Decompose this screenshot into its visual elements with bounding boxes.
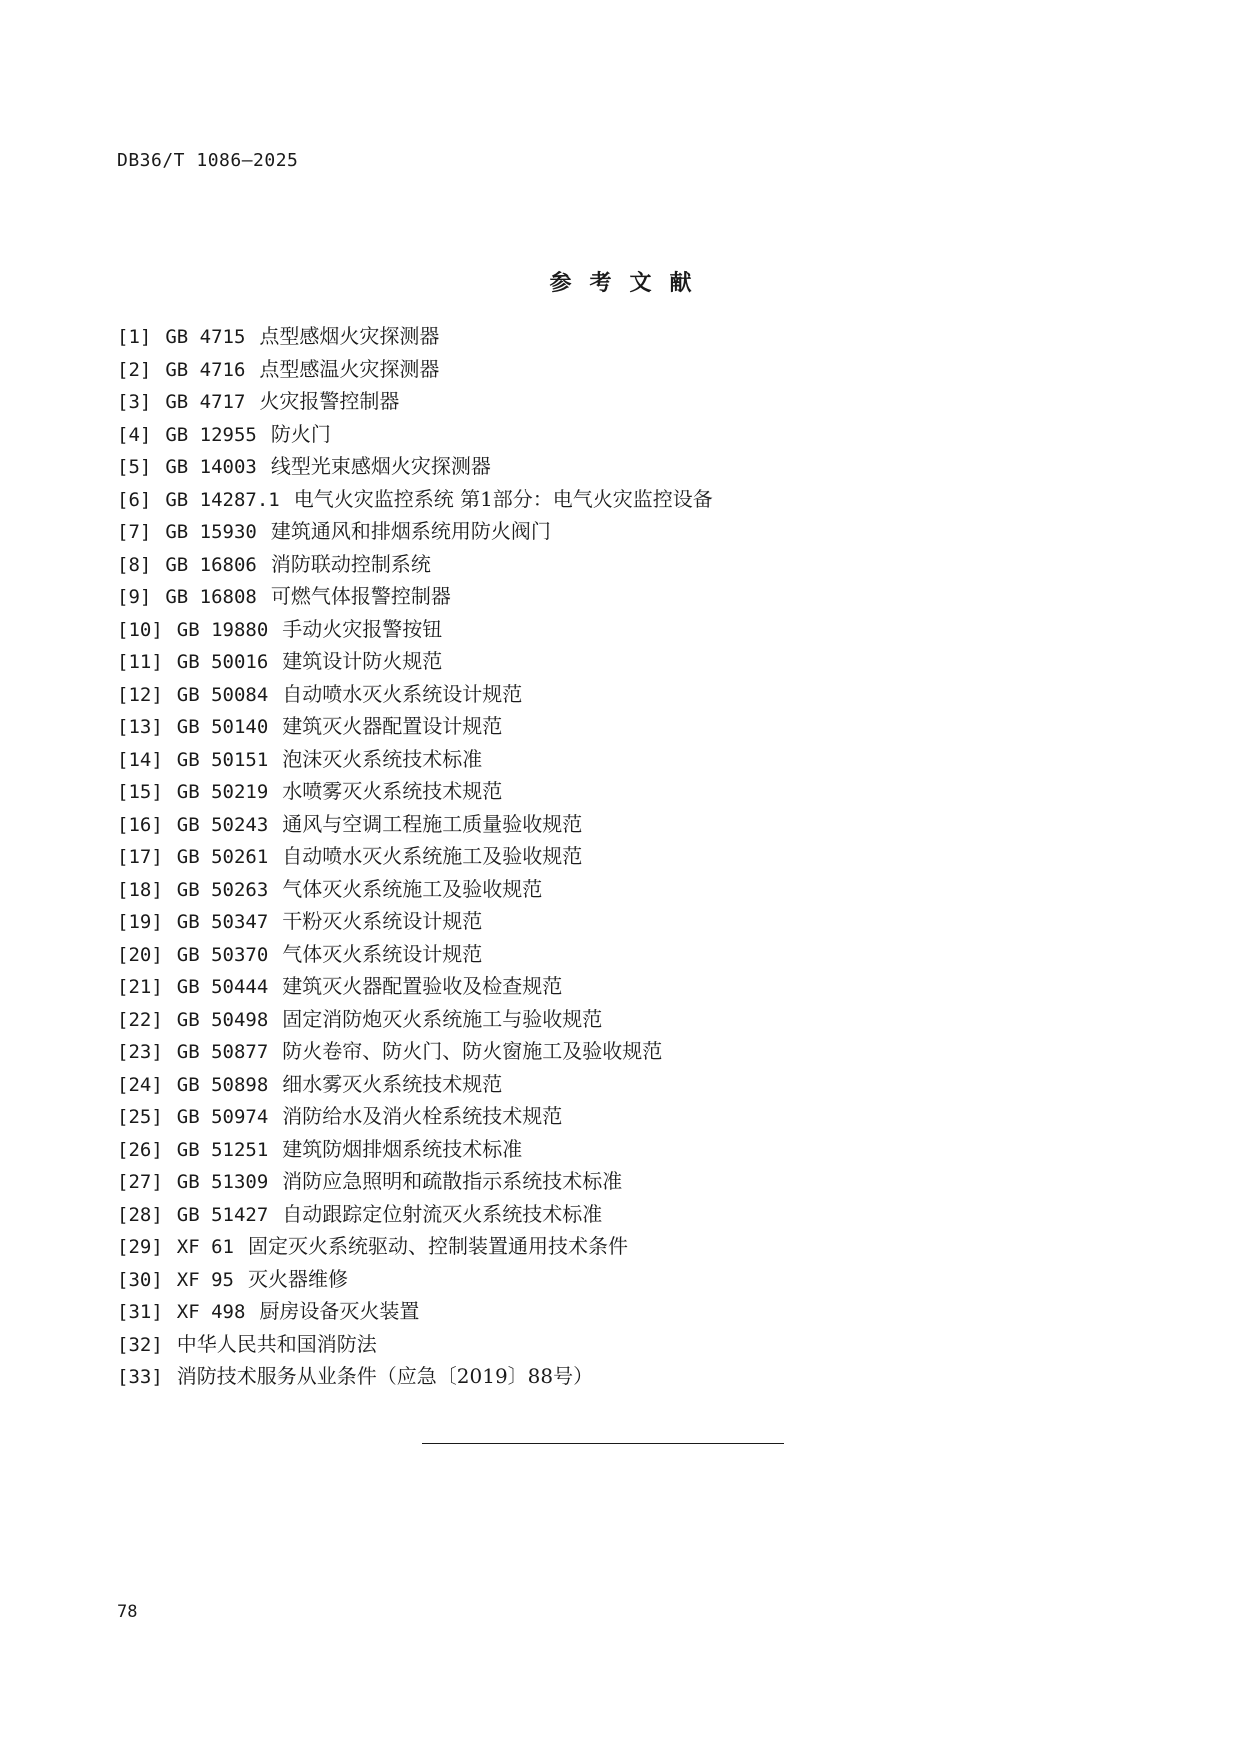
reference-title: 中华人民共和国消防法: [176, 1331, 377, 1356]
reference-number: [13]: [117, 716, 163, 738]
reference-standard-code: GB 50974: [176, 1106, 269, 1128]
reference-title: 气体灭火系统设计规范: [282, 941, 483, 966]
reference-title: 消防应急照明和疏散指示系统技术标准: [282, 1169, 623, 1193]
reference-standard-code: GB 51251: [176, 1138, 269, 1161]
reference-number: [10]: [117, 618, 163, 641]
reference-title: 泡沫灭火系统技术标准: [282, 746, 483, 771]
reference-number: [15]: [117, 781, 163, 803]
reference-standard-code: GB 15930: [165, 521, 257, 543]
reference-number: [30]: [117, 1268, 163, 1291]
reference-standard-code: GB 4717: [165, 391, 246, 413]
page-number: 78: [117, 1602, 138, 1622]
reference-standard-code: GB 19880: [176, 618, 269, 641]
reference-standard-code: GB 50263: [176, 878, 269, 901]
reference-title: 建筑通风和排烟系统用防火阀门: [270, 519, 551, 543]
reference-standard-code: XF 95: [176, 1268, 234, 1291]
reference-item: [117, 710, 713, 743]
reference-standard-code: GB 4715: [165, 326, 246, 348]
reference-item: [117, 938, 713, 971]
reference-item: [117, 1165, 713, 1198]
reference-title: 干粉灭火系统设计规范: [282, 909, 483, 933]
reference-number: [4]: [117, 423, 152, 446]
reference-item: [117, 580, 713, 613]
reference-item: [117, 1295, 713, 1328]
reference-number: [14]: [117, 748, 163, 771]
reference-title: 点型感温火灾探测器: [259, 356, 440, 381]
reference-standard-code: GB 16808: [165, 586, 257, 608]
reference-item: [117, 353, 713, 386]
reference-item: [117, 613, 713, 646]
reference-item: [117, 450, 713, 483]
reference-title: 消防给水及消火栓系统技术规范: [282, 1104, 563, 1128]
reference-title: 电气火灾监控系统 第1部分：电气火灾监控设备: [293, 486, 713, 511]
reference-number: [7]: [117, 521, 152, 543]
reference-number: [33]: [117, 1366, 163, 1388]
reference-standard-code: GB 50498: [176, 1008, 269, 1031]
reference-number: [16]: [117, 813, 163, 836]
reference-item: [117, 320, 713, 353]
reference-number: [26]: [117, 1138, 163, 1161]
reference-item: [117, 1133, 713, 1166]
reference-title: 自动跟踪定位射流灭火系统技术标准: [282, 1201, 603, 1226]
reference-title: 点型感烟火灾探测器: [259, 324, 440, 348]
reference-standard-code: GB 50877: [176, 1041, 269, 1063]
reference-number: [2]: [117, 358, 152, 381]
reference-title: 手动火灾报警按钮: [282, 616, 443, 641]
reference-title: 建筑灭火器配置验收及检查规范: [282, 974, 563, 998]
reference-title: 厨房设备灭火装置: [259, 1299, 420, 1323]
reference-item: [117, 678, 713, 711]
reference-item: [117, 1328, 713, 1361]
reference-title: 建筑灭火器配置设计规范: [282, 714, 503, 738]
reference-number: [23]: [117, 1041, 163, 1063]
reference-item: [117, 645, 713, 678]
reference-item: [117, 1068, 713, 1101]
reference-standard-code: GB 51309: [176, 1171, 269, 1193]
reference-standard-code: GB 12955: [165, 423, 257, 446]
reference-number: [8]: [117, 553, 152, 576]
reference-item: [117, 418, 713, 451]
reference-item: [117, 1360, 713, 1393]
reference-title: 防火卷帘、防火门、防火窗施工及验收规范: [282, 1039, 663, 1063]
reference-number: [29]: [117, 1236, 163, 1258]
reference-standard-code: GB 50140: [176, 716, 269, 738]
reference-number: [24]: [117, 1073, 163, 1096]
reference-title: 防火门: [270, 421, 331, 446]
reference-standard-code: GB 50151: [176, 748, 269, 771]
reference-item: [117, 1198, 713, 1231]
reference-item: [117, 743, 713, 776]
reference-number: [28]: [117, 1203, 163, 1226]
reference-number: [31]: [117, 1301, 163, 1323]
reference-number: [18]: [117, 878, 163, 901]
reference-title: 气体灭火系统施工及验收规范: [282, 876, 543, 901]
reference-standard-code: GB 50370: [176, 943, 269, 966]
reference-item: [117, 840, 713, 873]
reference-standard-code: GB 50347: [176, 911, 269, 933]
end-divider: [422, 1443, 784, 1444]
reference-title: 消防技术服务从业条件（应急〔2019〕88号）: [176, 1364, 594, 1388]
reference-standard-code: GB 51427: [176, 1203, 269, 1226]
reference-number: [12]: [117, 683, 163, 706]
reference-number: [1]: [117, 326, 152, 348]
reference-number: [9]: [117, 586, 152, 608]
reference-title: 灭火器维修: [247, 1266, 348, 1291]
reference-item: [117, 1035, 713, 1068]
reference-title: 自动喷水灭火系统设计规范: [282, 681, 523, 706]
reference-item: [117, 970, 713, 1003]
reference-title: 固定灭火系统驱动、控制装置通用技术条件: [247, 1234, 628, 1258]
reference-standard-code: GB 50219: [176, 781, 269, 803]
reference-item: [117, 775, 713, 808]
reference-title: 通风与空调工程施工质量验收规范: [282, 811, 583, 836]
section-title: 参考文献: [549, 270, 710, 296]
reference-item: [117, 548, 713, 581]
reference-item: [117, 385, 713, 418]
reference-item: [117, 483, 713, 516]
reference-standard-code: XF 61: [176, 1236, 234, 1258]
reference-standard-code: GB 50898: [176, 1073, 269, 1096]
reference-item: [117, 905, 713, 938]
reference-number: [32]: [117, 1333, 163, 1356]
reference-standard-code: GB 14287.1: [165, 488, 280, 511]
reference-title: 自动喷水灭火系统施工及验收规范: [282, 844, 583, 868]
reference-standard-code: XF 498: [176, 1301, 246, 1323]
reference-title: 可燃气体报警控制器: [270, 584, 451, 608]
reference-item: [117, 515, 713, 548]
reference-number: [22]: [117, 1008, 163, 1031]
reference-number: [5]: [117, 456, 152, 478]
reference-standard-code: GB 50084: [176, 683, 269, 706]
reference-item: [117, 873, 713, 906]
reference-item: [117, 808, 713, 841]
reference-title: 建筑防烟排烟系统技术标准: [282, 1136, 523, 1161]
reference-title: 消防联动控制系统: [270, 551, 431, 576]
reference-item: [117, 1230, 713, 1263]
document-code: DB36/T 1086—2025: [117, 150, 299, 171]
reference-number: [27]: [117, 1171, 163, 1193]
reference-standard-code: GB 4716: [165, 358, 246, 381]
reference-item: [117, 1003, 713, 1036]
reference-number: [17]: [117, 846, 163, 868]
reference-number: [20]: [117, 943, 163, 966]
reference-number: [25]: [117, 1106, 163, 1128]
reference-title: 线型光束感烟火灾探测器: [270, 454, 491, 478]
reference-item: [117, 1100, 713, 1133]
reference-number: [21]: [117, 976, 163, 998]
reference-number: [3]: [117, 391, 152, 413]
reference-title: 细水雾灭火系统技术规范: [282, 1071, 503, 1096]
reference-number: [6]: [117, 488, 152, 511]
reference-standard-code: GB 50444: [176, 976, 269, 998]
reference-title: 建筑设计防火规范: [282, 649, 443, 673]
reference-number: [19]: [117, 911, 163, 933]
reference-title: 水喷雾灭火系统技术规范: [282, 779, 503, 803]
reference-standard-code: GB 16806: [165, 553, 257, 576]
reference-standard-code: GB 50243: [176, 813, 269, 836]
reference-number: [11]: [117, 651, 163, 673]
reference-item: [117, 1263, 713, 1296]
reference-standard-code: GB 50261: [176, 846, 269, 868]
reference-standard-code: GB 50016: [176, 651, 269, 673]
reference-list: [117, 320, 713, 1393]
reference-standard-code: GB 14003: [165, 456, 257, 478]
reference-title: 火灾报警控制器: [259, 389, 400, 413]
reference-title: 固定消防炮灭火系统施工与验收规范: [282, 1006, 603, 1031]
